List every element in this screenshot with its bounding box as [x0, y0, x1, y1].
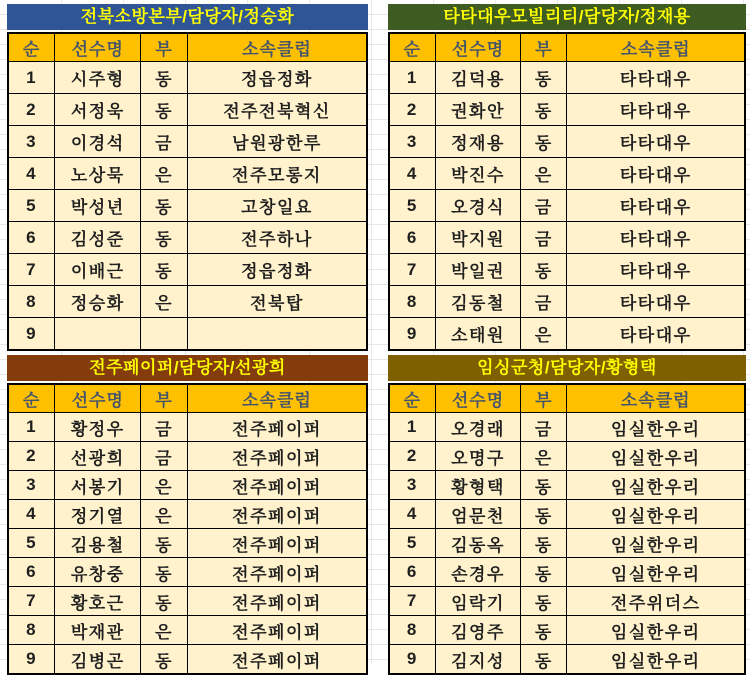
cell-player-name[interactable]: 권화안	[435, 94, 520, 126]
cell-player-name[interactable]: 김동옥	[435, 529, 520, 558]
cell-player-name[interactable]: 임락기	[435, 587, 520, 616]
header-row	[389, 33, 745, 62]
cell-division[interactable]: 동	[521, 616, 567, 645]
cell-division[interactable]: 동	[141, 62, 188, 94]
roster-table	[388, 32, 746, 351]
cell-player-name[interactable]: 김성준	[55, 222, 141, 254]
cell-division[interactable]: 금	[521, 190, 567, 222]
table-row	[8, 558, 367, 587]
cell-player-name[interactable]: 손경우	[435, 558, 520, 587]
cell-division[interactable]: 동	[521, 645, 567, 675]
cell-division[interactable]: 은	[521, 442, 567, 471]
table-row	[389, 94, 745, 126]
col-header-rank[interactable]: 순	[389, 33, 435, 62]
cell-player-name[interactable]: 유창중	[55, 558, 141, 587]
cell-rank[interactable]: 8	[389, 286, 435, 318]
table-row	[389, 158, 745, 190]
cell-division[interactable]: 금	[521, 222, 567, 254]
cell-club[interactable]: 전주페이퍼	[187, 471, 367, 500]
cell-rank[interactable]: 3	[8, 471, 55, 500]
table-row	[389, 126, 745, 158]
cell-club[interactable]: 임실한우리	[567, 471, 745, 500]
cell-player-name[interactable]: 김용철	[55, 529, 141, 558]
table-row	[8, 286, 367, 318]
cell-club[interactable]: 전주페이퍼	[187, 616, 367, 645]
cell-player-name[interactable]: 황형택	[435, 471, 520, 500]
cell-player-name[interactable]: 서정욱	[55, 94, 141, 126]
cell-division[interactable]: 동	[521, 558, 567, 587]
cell-club[interactable]: 전주위더스	[567, 587, 745, 616]
cell-player-name[interactable]: 박재관	[55, 616, 141, 645]
cell-division[interactable]: 동	[141, 645, 188, 675]
col-header-division[interactable]: 부	[141, 33, 188, 62]
table-row	[389, 222, 745, 254]
cell-player-name[interactable]	[55, 318, 141, 351]
cell-division[interactable]: 금	[141, 442, 188, 471]
col-header-player-name[interactable]: 선수명	[435, 33, 520, 62]
cell-club[interactable]: 타타대우	[567, 318, 745, 351]
cell-player-name[interactable]: 황정우	[55, 413, 141, 442]
roster-table-body	[389, 62, 745, 351]
col-header-division[interactable]: 부	[141, 384, 188, 413]
table-title-bar[interactable]: 전주페이퍼/담당자/선광희	[7, 355, 368, 381]
cell-club[interactable]	[187, 318, 367, 351]
col-header-rank[interactable]: 순	[389, 384, 435, 413]
cell-division[interactable]: 동	[141, 529, 188, 558]
table-row	[8, 413, 367, 442]
cell-rank[interactable]: 9	[8, 318, 55, 351]
team-table-tata-daewoo	[388, 4, 746, 351]
table-row	[389, 442, 745, 471]
cell-club[interactable]: 전주페이퍼	[187, 529, 367, 558]
roster-table-head	[389, 33, 745, 62]
cell-player-name[interactable]: 노상묵	[55, 158, 141, 190]
cell-club[interactable]: 정읍정화	[187, 254, 367, 286]
table-title-bar[interactable]: 전북소방본부/담당자/정승화	[7, 4, 368, 30]
table-row	[389, 645, 745, 675]
col-header-player-name[interactable]: 선수명	[55, 33, 141, 62]
cell-rank[interactable]: 8	[8, 616, 55, 645]
cell-rank[interactable]: 3	[389, 471, 435, 500]
table-title-bar[interactable]: 타타대우모빌리티/담당자/정재용	[388, 4, 746, 30]
roster-table-body	[8, 413, 367, 675]
cell-player-name[interactable]: 김동철	[435, 286, 520, 318]
cell-rank[interactable]: 6	[389, 222, 435, 254]
cell-division[interactable]: 동	[141, 94, 188, 126]
table-row	[8, 500, 367, 529]
cell-division[interactable]: 금	[141, 126, 188, 158]
cell-division[interactable]: 은	[141, 471, 188, 500]
cell-club[interactable]: 임실한우리	[567, 558, 745, 587]
cell-division[interactable]: 동	[521, 62, 567, 94]
cell-rank[interactable]: 1	[8, 413, 55, 442]
roster-table-head	[389, 384, 745, 413]
roster-table	[7, 383, 368, 675]
cell-rank[interactable]: 6	[389, 558, 435, 587]
cell-club[interactable]: 임실한우리	[567, 413, 745, 442]
cell-club[interactable]: 타타대우	[567, 62, 745, 94]
table-row	[8, 442, 367, 471]
cell-club[interactable]: 타타대우	[567, 222, 745, 254]
table-row	[389, 254, 745, 286]
cell-rank[interactable]: 2	[8, 94, 55, 126]
team-table-imsil-county	[388, 355, 746, 675]
table-row	[389, 616, 745, 645]
cell-player-name[interactable]: 정재용	[435, 126, 520, 158]
cell-division[interactable]: 동	[521, 471, 567, 500]
cell-club[interactable]: 전주페이퍼	[187, 558, 367, 587]
col-header-division[interactable]: 부	[521, 33, 567, 62]
cell-club[interactable]: 정읍정화	[187, 62, 367, 94]
cell-player-name[interactable]: 오경식	[435, 190, 520, 222]
cell-club[interactable]: 전주페이퍼	[187, 442, 367, 471]
col-header-club[interactable]: 소속클럽	[187, 33, 367, 62]
header-row	[389, 384, 745, 413]
cell-player-name[interactable]: 서봉기	[55, 471, 141, 500]
cell-division[interactable]: 동	[521, 500, 567, 529]
cell-division[interactable]: 동	[521, 529, 567, 558]
roster-table	[7, 32, 368, 351]
cell-division[interactable]: 은	[141, 286, 188, 318]
table-row	[389, 190, 745, 222]
table-row	[8, 190, 367, 222]
cell-rank[interactable]: 4	[8, 158, 55, 190]
cell-club[interactable]: 전주페이퍼	[187, 587, 367, 616]
cell-rank[interactable]: 4	[389, 500, 435, 529]
cell-player-name[interactable]: 김병곤	[55, 645, 141, 675]
cell-division[interactable]: 은	[141, 500, 188, 529]
cell-rank[interactable]: 2	[8, 442, 55, 471]
cell-player-name[interactable]: 박성년	[55, 190, 141, 222]
table-title-bar[interactable]: 임싱군청/담당자/황형택	[388, 355, 746, 381]
cell-player-name[interactable]: 이경석	[55, 126, 141, 158]
cell-rank[interactable]: 9	[389, 645, 435, 675]
cell-club[interactable]: 임실한우리	[567, 442, 745, 471]
cell-club[interactable]: 전주페이퍼	[187, 645, 367, 675]
col-header-club[interactable]: 소속클럽	[187, 384, 367, 413]
header-row	[8, 33, 367, 62]
roster-table	[388, 383, 746, 675]
cell-club[interactable]: 남원광한루	[187, 126, 367, 158]
col-header-player-name[interactable]: 선수명	[435, 384, 520, 413]
table-row	[8, 645, 367, 675]
cell-club[interactable]: 임실한우리	[567, 645, 745, 675]
cell-player-name[interactable]: 시주형	[55, 62, 141, 94]
cell-division[interactable]: 동	[521, 587, 567, 616]
cell-club[interactable]: 전북탑	[187, 286, 367, 318]
cell-player-name[interactable]: 박지원	[435, 222, 520, 254]
cell-club[interactable]: 전주페이퍼	[187, 413, 367, 442]
cell-club[interactable]: 타타대우	[567, 126, 745, 158]
cell-club[interactable]: 전주전북혁신	[187, 94, 367, 126]
cell-club[interactable]: 타타대우	[567, 94, 745, 126]
table-row	[8, 222, 367, 254]
col-header-rank[interactable]: 순	[8, 384, 55, 413]
table-row	[389, 413, 745, 442]
cell-rank[interactable]: 7	[8, 587, 55, 616]
cell-club[interactable]: 타타대우	[567, 254, 745, 286]
cell-club[interactable]: 타타대우	[567, 190, 745, 222]
cell-division[interactable]: 금	[521, 286, 567, 318]
cell-rank[interactable]: 7	[389, 587, 435, 616]
col-header-player-name[interactable]: 선수명	[55, 384, 141, 413]
cell-rank[interactable]: 2	[389, 442, 435, 471]
cell-rank[interactable]: 1	[389, 62, 435, 94]
cell-club[interactable]: 타타대우	[567, 286, 745, 318]
cell-club[interactable]: 임실한우리	[567, 500, 745, 529]
cell-division[interactable]: 동	[141, 254, 188, 286]
cell-player-name[interactable]: 박진수	[435, 158, 520, 190]
table-row	[389, 62, 745, 94]
cell-division[interactable]: 금	[141, 413, 188, 442]
table-row	[8, 94, 367, 126]
cell-division[interactable]: 동	[521, 126, 567, 158]
cell-rank[interactable]: 3	[389, 126, 435, 158]
cell-rank[interactable]: 5	[8, 190, 55, 222]
team-table-jeonju-paper	[7, 355, 368, 675]
col-header-division[interactable]: 부	[521, 384, 567, 413]
cell-rank[interactable]: 2	[389, 94, 435, 126]
cell-player-name[interactable]: 김덕용	[435, 62, 520, 94]
cell-rank[interactable]: 3	[8, 126, 55, 158]
cell-rank[interactable]: 4	[8, 500, 55, 529]
roster-table-body	[389, 413, 745, 675]
table-row	[8, 126, 367, 158]
roster-table-head	[8, 384, 367, 413]
table-row	[389, 286, 745, 318]
cell-division[interactable]: 은	[141, 158, 188, 190]
cell-rank[interactable]: 1	[8, 62, 55, 94]
cell-club[interactable]: 임실한우리	[567, 616, 745, 645]
roster-table-head	[8, 33, 367, 62]
cell-division[interactable]	[141, 318, 188, 351]
cell-player-name[interactable]: 이배근	[55, 254, 141, 286]
cell-rank[interactable]: 8	[389, 616, 435, 645]
table-row	[8, 587, 367, 616]
table-row	[8, 254, 367, 286]
cell-division[interactable]: 동	[521, 94, 567, 126]
table-row	[8, 471, 367, 500]
cell-rank[interactable]: 6	[8, 558, 55, 587]
cell-rank[interactable]: 5	[389, 529, 435, 558]
cell-player-name[interactable]: 오경래	[435, 413, 520, 442]
table-row	[389, 529, 745, 558]
cell-rank[interactable]: 4	[389, 158, 435, 190]
cell-division[interactable]: 은	[521, 318, 567, 351]
col-header-club[interactable]: 소속클럽	[567, 33, 745, 62]
table-row	[389, 318, 745, 351]
col-header-rank[interactable]: 순	[8, 33, 55, 62]
cell-division[interactable]: 은	[141, 616, 188, 645]
cell-player-name[interactable]: 선광희	[55, 442, 141, 471]
col-header-club[interactable]: 소속클럽	[567, 384, 745, 413]
table-row	[8, 529, 367, 558]
cell-rank[interactable]: 7	[8, 254, 55, 286]
cell-club[interactable]: 타타대우	[567, 158, 745, 190]
cell-rank[interactable]: 9	[389, 318, 435, 351]
cell-rank[interactable]: 7	[389, 254, 435, 286]
cell-player-name[interactable]: 엄문천	[435, 500, 520, 529]
cell-player-name[interactable]: 김지성	[435, 645, 520, 675]
cell-rank[interactable]: 9	[8, 645, 55, 675]
table-row	[8, 318, 367, 351]
cell-rank[interactable]: 5	[389, 190, 435, 222]
cell-rank[interactable]: 8	[8, 286, 55, 318]
cell-division[interactable]: 동	[141, 222, 188, 254]
cell-division[interactable]: 은	[521, 158, 567, 190]
table-row	[8, 158, 367, 190]
cell-club[interactable]: 임실한우리	[567, 529, 745, 558]
cell-player-name[interactable]: 김영주	[435, 616, 520, 645]
cell-rank[interactable]: 1	[389, 413, 435, 442]
team-table-jeonbuk-fire	[7, 4, 368, 351]
table-row	[389, 587, 745, 616]
cell-division[interactable]: 동	[141, 558, 188, 587]
table-row	[8, 616, 367, 645]
table-row	[389, 558, 745, 587]
table-row	[8, 62, 367, 94]
cell-player-name[interactable]: 황호근	[55, 587, 141, 616]
table-row	[389, 471, 745, 500]
cell-player-name[interactable]: 박일권	[435, 254, 520, 286]
roster-table-body	[8, 62, 367, 351]
cell-division[interactable]: 금	[521, 413, 567, 442]
table-row	[389, 500, 745, 529]
cell-player-name[interactable]: 정승화	[55, 286, 141, 318]
cell-club[interactable]: 전주모롱지	[187, 158, 367, 190]
cell-division[interactable]: 동	[141, 587, 188, 616]
cell-rank[interactable]: 5	[8, 529, 55, 558]
cell-player-name[interactable]: 소태원	[435, 318, 520, 351]
header-row	[8, 384, 367, 413]
cell-rank[interactable]: 6	[8, 222, 55, 254]
cell-club[interactable]: 전주페이퍼	[187, 500, 367, 529]
cell-player-name[interactable]: 오명구	[435, 442, 520, 471]
cell-division[interactable]: 동	[521, 254, 567, 286]
cell-division[interactable]: 동	[141, 190, 188, 222]
cell-club[interactable]: 고창일요	[187, 190, 367, 222]
cell-club[interactable]: 전주하나	[187, 222, 367, 254]
cell-player-name[interactable]: 정기열	[55, 500, 141, 529]
